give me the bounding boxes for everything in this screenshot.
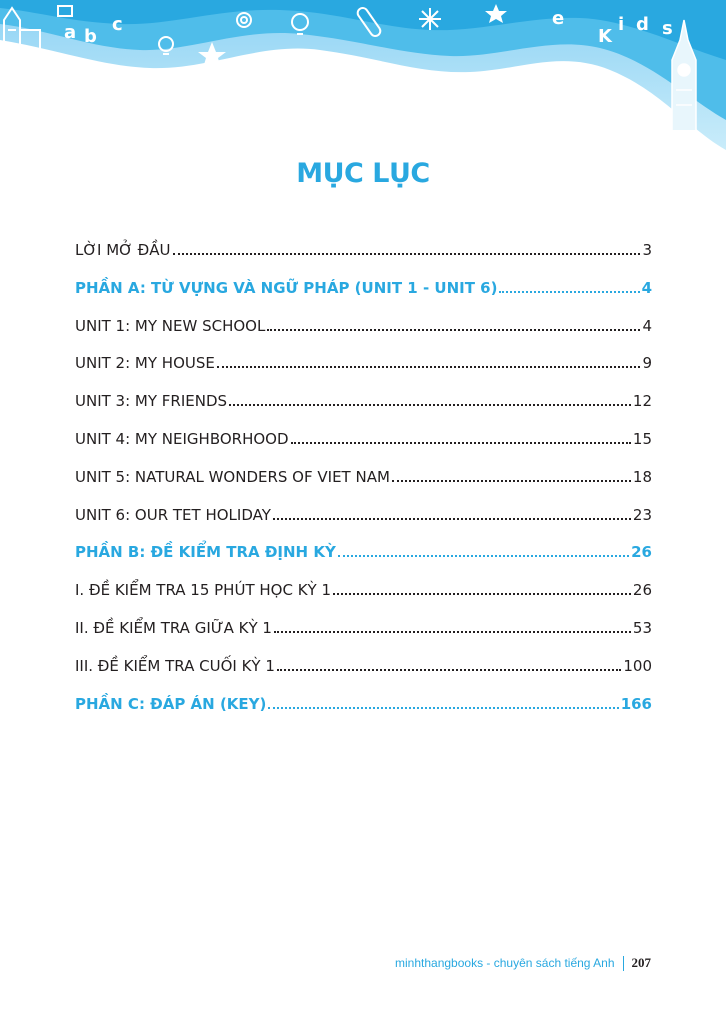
toc-entry-page: 4 bbox=[641, 278, 652, 297]
toc-entry-page: 18 bbox=[632, 467, 652, 486]
toc-entry-page: 4 bbox=[642, 316, 652, 335]
toc-entry bbox=[75, 657, 652, 677]
toc-leader-dots bbox=[392, 468, 631, 482]
toc-entry-page: 166 bbox=[620, 694, 652, 713]
toc-entry bbox=[75, 317, 652, 337]
footer-divider bbox=[623, 956, 624, 971]
toc-entry bbox=[75, 354, 652, 374]
toc-leader-dots bbox=[338, 543, 629, 557]
page-footer bbox=[395, 955, 651, 971]
toc-leader-dots bbox=[268, 695, 618, 709]
toc-entry-label: UNIT 3: MY FRIENDS bbox=[75, 392, 228, 411]
toc-entry bbox=[75, 430, 652, 450]
header-letter-k: K bbox=[598, 26, 612, 47]
header-letter-b: b bbox=[84, 26, 97, 47]
toc-leader-dots bbox=[333, 581, 631, 595]
toc-entry bbox=[75, 279, 652, 299]
footer-brand: minhthangbooks - chuyên sách tiếng Anh bbox=[395, 956, 615, 970]
toc-entry-label: UNIT 5: NATURAL WONDERS OF VIET NAM bbox=[75, 467, 390, 486]
toc-leader-dots bbox=[277, 657, 621, 671]
toc-leader-dots bbox=[229, 392, 631, 406]
toc-entry-page: 9 bbox=[642, 354, 652, 373]
header-letter-c: c bbox=[112, 14, 123, 35]
page-number: 207 bbox=[631, 955, 651, 970]
toc-entry-page: 26 bbox=[632, 581, 652, 600]
toc-entry bbox=[75, 506, 652, 526]
toc-entry-page: 12 bbox=[632, 392, 652, 411]
toc-entry bbox=[75, 581, 652, 601]
toc-entry bbox=[75, 468, 652, 488]
toc-entry-page: 23 bbox=[632, 505, 652, 524]
toc-entry-label: PHẦN A: TỪ VỰNG VÀ NGỮ PHÁP (UNIT 1 - UNIT 6) bbox=[75, 278, 498, 297]
toc-leader-dots bbox=[273, 506, 631, 520]
toc-entry-page: 53 bbox=[632, 619, 652, 637]
toc-leader-dots bbox=[499, 279, 639, 293]
toc-entry-label: PHẦN C: ĐÁP ÁN (KEY) bbox=[75, 694, 267, 713]
toc-entry bbox=[75, 543, 652, 563]
toc-leader-dots bbox=[173, 241, 641, 255]
toc-entry bbox=[75, 619, 652, 639]
toc-entry-label: UNIT 4: MY NEIGHBORHOOD bbox=[75, 430, 289, 448]
header-letter-i: i bbox=[618, 14, 625, 35]
snowflake-icon bbox=[419, 8, 441, 30]
toc-entry-label: I. ĐỀ KIỂM TRA 15 PHÚT HỌC KỲ 1 bbox=[75, 581, 332, 600]
toc-entry-label: UNIT 2: MY HOUSE bbox=[75, 354, 215, 373]
toc-entry-page: 26 bbox=[631, 543, 652, 562]
header-letter-a: a bbox=[64, 22, 77, 43]
toc-entry-label: LỜI MỞ ĐẦU bbox=[75, 241, 171, 259]
toc-entry-label: UNIT 6: OUR TET HOLIDAY bbox=[75, 505, 271, 524]
toc-entry bbox=[75, 241, 652, 261]
toc-entry-page: 100 bbox=[623, 656, 652, 675]
toc-entry-label: UNIT 1: MY NEW SCHOOL bbox=[75, 316, 266, 335]
toc-entry bbox=[75, 392, 652, 412]
header-letter-s: s bbox=[662, 18, 673, 39]
toc-entry-label: II. ĐỀ KIỂM TRA GIỮA KỲ 1 bbox=[75, 619, 272, 637]
toc-leader-dots bbox=[267, 317, 640, 331]
header-letter-d: d bbox=[636, 14, 649, 35]
header-banner bbox=[0, 0, 726, 160]
toc-entry-page: 15 bbox=[632, 430, 652, 448]
toc-entry-page: 3 bbox=[642, 241, 652, 259]
header-letter-e: e bbox=[552, 8, 565, 29]
toc-leader-dots bbox=[291, 430, 631, 444]
toc-entry bbox=[75, 695, 652, 715]
toc-leader-dots bbox=[274, 619, 631, 633]
toc-leader-dots bbox=[217, 354, 641, 368]
toc-entry-label: III. ĐỀ KIỂM TRA CUỐI KỲ 1 bbox=[75, 656, 275, 675]
page-title: MỤC LỤC bbox=[296, 158, 430, 189]
toc-entry-label: PHẦN B: ĐỀ KIỂM TRA ĐỊNH KỲ bbox=[75, 543, 336, 562]
